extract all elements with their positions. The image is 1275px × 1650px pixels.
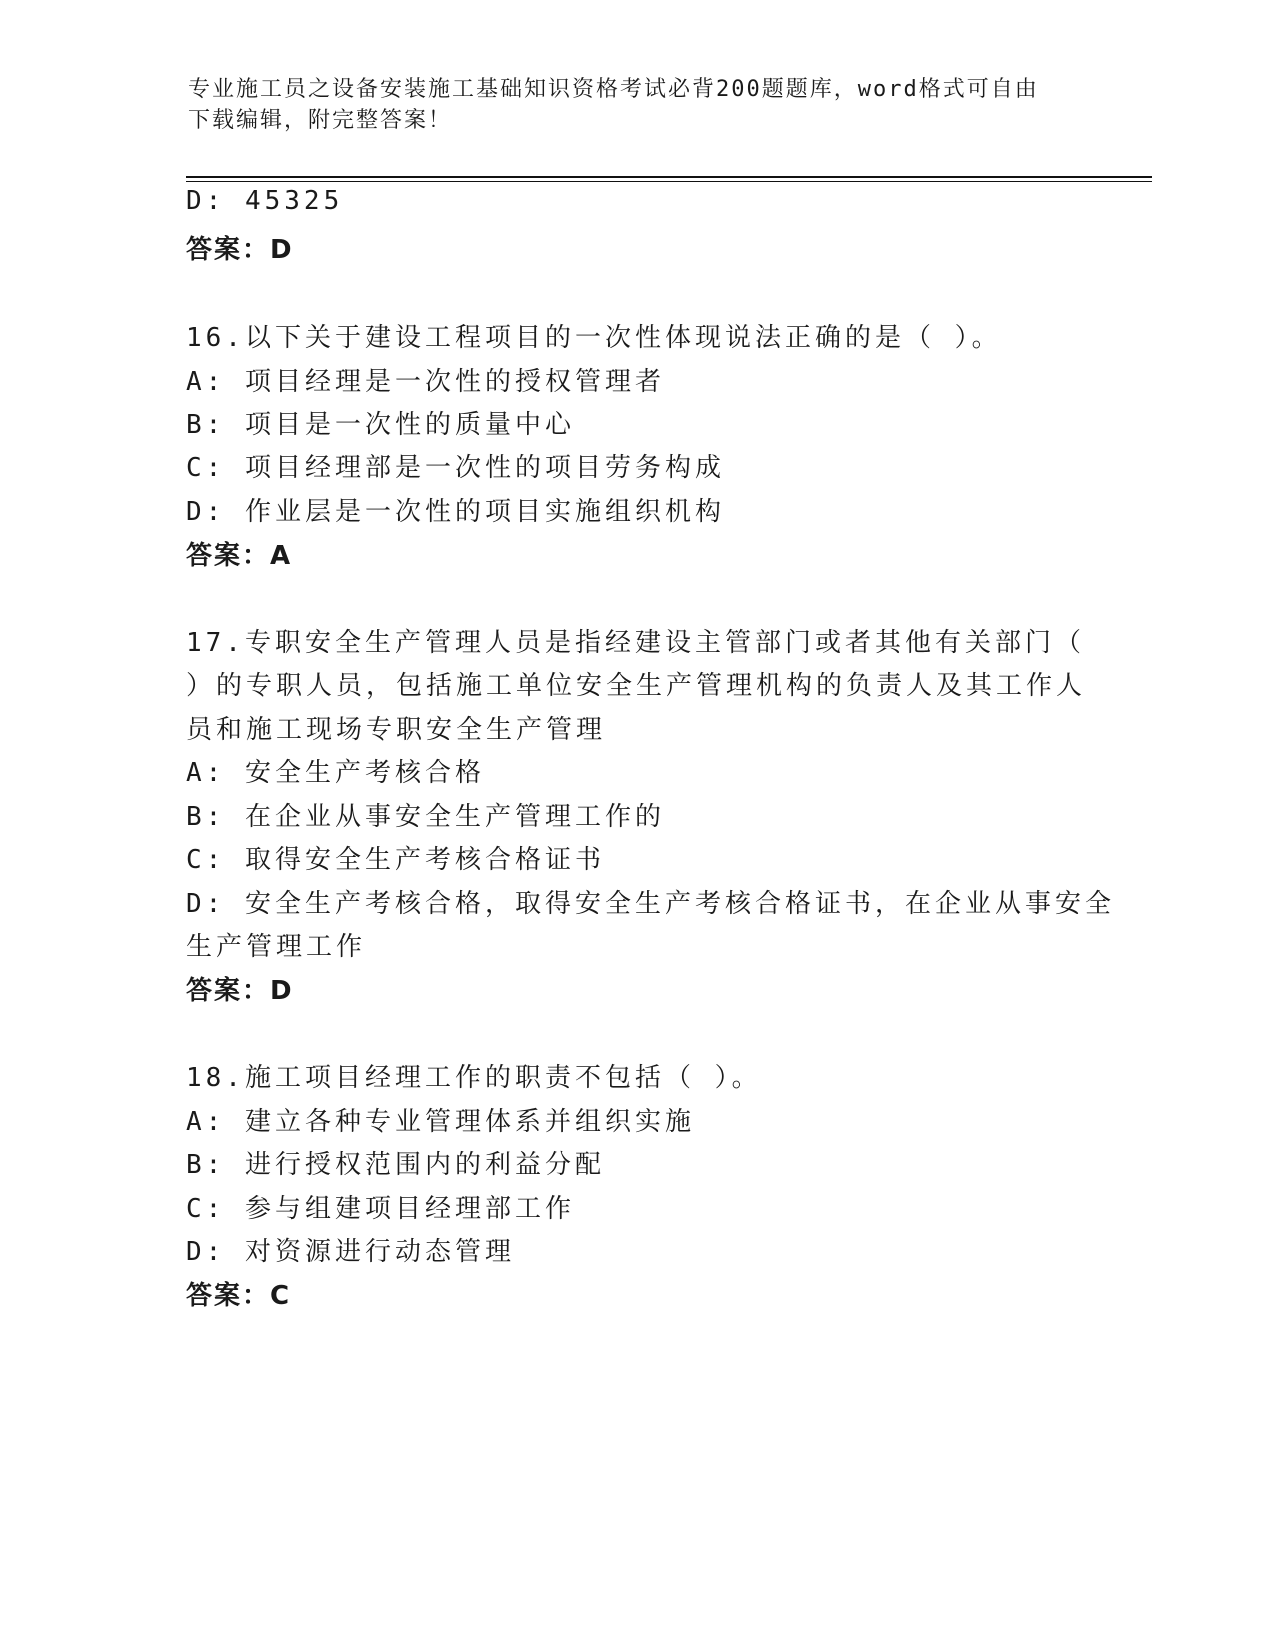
q17-answer: 答案：D — [186, 976, 294, 1006]
q17-option-c: C: 取得安全生产考核合格证书 — [186, 845, 605, 875]
header-divider — [186, 176, 1152, 182]
q18-option-a: A: 建立各种专业管理体系并组织实施 — [186, 1107, 695, 1137]
prev-answer: 答案：D — [186, 235, 294, 265]
q18-stem: 18.施工项目经理工作的职责不包括（ ）。 — [186, 1063, 762, 1093]
q17-stem-line-3: 员和施工现场专职安全生产管理 — [186, 715, 607, 745]
q16-option-c: C: 项目经理部是一次性的项目劳务构成 — [186, 453, 725, 483]
q17-stem-line-2: ）的专职人员，包括施工单位安全生产管理机构的负责人及其工作人 — [186, 671, 1087, 701]
header-line-2: 下载编辑，附完整答案！ — [188, 108, 453, 133]
header-line-1: 专业施工员之设备安装施工基础知识资格考试必背200题题库，word格式可自由 — [188, 77, 1039, 102]
q18-answer: 答案：C — [186, 1281, 292, 1311]
q16-option-b: B: 项目是一次性的质量中心 — [186, 410, 575, 440]
q18-option-b: B: 进行授权范围内的利益分配 — [186, 1150, 605, 1180]
q17-option-a: A: 安全生产考核合格 — [186, 758, 485, 788]
q18-option-c: C: 参与组建项目经理部工作 — [186, 1194, 575, 1224]
q16-stem: 16.以下关于建设工程项目的一次性体现说法正确的是（ ）。 — [186, 323, 1002, 353]
q16-option-a: A: 项目经理是一次性的授权管理者 — [186, 367, 665, 397]
prev-option-d: D: 45325 — [186, 186, 344, 216]
q17-stem-line-1: 17.专职安全生产管理人员是指经建设主管部门或者其他有关部门（ — [186, 628, 1085, 658]
q17-option-d-line-1: D: 安全生产考核合格，取得安全生产考核合格证书，在企业从事安全 — [186, 889, 1115, 919]
q18-option-d: D: 对资源进行动态管理 — [186, 1237, 515, 1267]
q17-option-b: B: 在企业从事安全生产管理工作的 — [186, 802, 665, 832]
document-header — [188, 74, 1068, 136]
q17-option-d-line-2: 生产管理工作 — [186, 932, 367, 962]
q16-option-d: D: 作业层是一次性的项目实施组织机构 — [186, 497, 725, 527]
q16-answer: 答案：A — [186, 541, 293, 571]
